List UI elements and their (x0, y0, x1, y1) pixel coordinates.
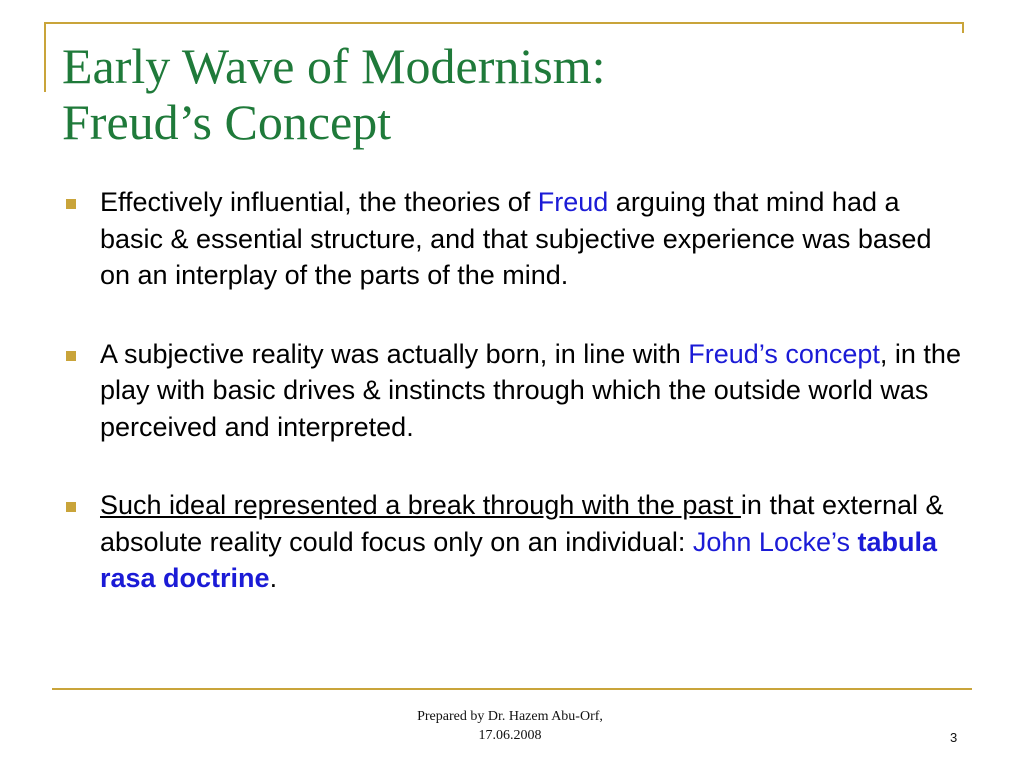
bullet-square-icon (66, 502, 76, 512)
bullet-1-text-a: Effectively influential, the theories of (100, 187, 538, 217)
footer-line-2: 17.06.2008 (478, 728, 542, 743)
bullet-3-john-locke: John Locke’s (692, 526, 858, 557)
bullet-2-freuds-concept: Freud’s concept (688, 338, 880, 369)
footer-line-1: Prepared by Dr. Hazem Abu-Orf, (417, 709, 603, 724)
bullet-2-text-b: , in the play with basic drives & instincts through which the outside world was perceived and interpreted. (100, 338, 961, 442)
slide-title (62, 38, 942, 150)
bullet-square-icon (66, 199, 76, 209)
frame-right-tick (962, 22, 964, 33)
bullet-1-freud: Freud (537, 187, 609, 217)
bullet-square-icon (66, 351, 76, 361)
bullet-3-tabula-rasa: tabula rasa doctrine (100, 526, 938, 593)
bullet-item-1 (62, 184, 962, 294)
title-line-2: Freud’s Concept (62, 94, 392, 150)
bullet-item-3 (62, 487, 962, 597)
page-number: 3 (950, 730, 958, 745)
footer-credit (380, 707, 640, 745)
bullet-2-text-a: A subjective reality was actually born, in line with (100, 338, 689, 369)
bullet-3-period: . (269, 563, 278, 593)
bullet-3-underlined-text: Such ideal represented a break through with the past (100, 490, 741, 520)
bullet-3-text-b: in that external & absolute reality could focus only on an individual: (100, 490, 944, 557)
bullet-item-2 (62, 336, 962, 446)
frame-top-line (44, 22, 964, 24)
title-line-1: Early Wave of Modernism: (62, 38, 606, 94)
bullet-list (62, 184, 962, 597)
footer-divider (52, 688, 972, 690)
bullet-1-text-b: arguing that mind had a basic & essential structure, and that subjective experience was based on an interplay of the parts of the mind. (100, 187, 932, 290)
frame-left-line (44, 22, 46, 92)
